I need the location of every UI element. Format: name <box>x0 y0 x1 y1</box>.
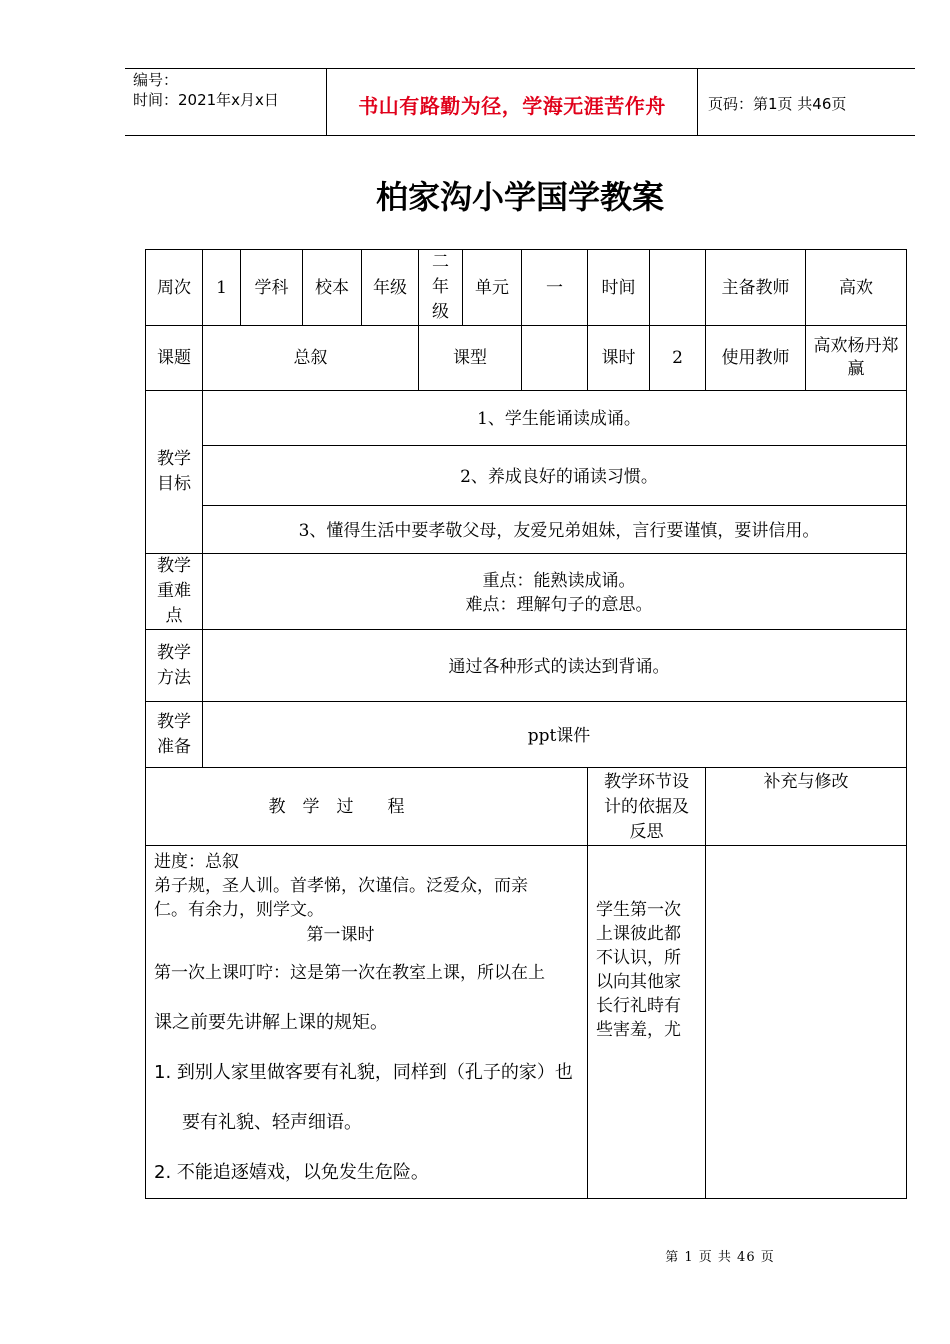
goals-label <box>146 391 203 554</box>
lead-teacher-value: 高欢 <box>806 250 907 326</box>
prep-value: ppt课件 <box>203 702 907 768</box>
header-motto: 书山有路勤为径，学海无涯苦作舟 <box>358 94 666 118</box>
goal-item-2: 2、养成良好的诵读习惯。 <box>203 446 907 506</box>
grade-value-text: 二年级 <box>432 252 449 322</box>
lesson-heading: 第一课时 <box>306 925 375 945</box>
type-label: 课型 <box>419 326 522 391</box>
header-page-info: 页码：第1页 共46页 <box>708 95 847 113</box>
reflection-line: 些害羞，尤 <box>596 1020 681 1040</box>
unit-label: 单元 <box>463 250 522 326</box>
time-value <box>650 250 706 326</box>
process-content <box>146 846 588 1199</box>
unit-value: 一 <box>522 250 588 326</box>
time-label: 时间 <box>588 250 650 326</box>
process-text-2: 仁。有余力，则学文。 <box>154 900 324 920</box>
prep-label-text: 教学准备 <box>157 711 191 757</box>
supplement-header: 补充与修改 <box>706 768 907 846</box>
grade-value <box>419 250 463 326</box>
header-left-block <box>133 70 279 110</box>
method-value: 通过各种形式的读达到背诵。 <box>203 630 907 702</box>
header-top-rule <box>125 68 915 69</box>
method-label <box>146 630 203 702</box>
lesson-plan-table <box>145 249 907 1199</box>
method-label-text: 教学方法 <box>157 642 191 688</box>
goal-item-3: 3、懂得生活中要孝敬父母，友爱兄弟姐妹，言行要谨慎，要讲信用。 <box>203 506 907 554</box>
reflection-line: 以向其他家 <box>596 972 681 992</box>
process-para-1: 第一次上课叮咛：这是第一次在教室上课，所以在上 <box>154 963 545 983</box>
row-difficulty <box>146 554 907 630</box>
week-value: 1 <box>203 250 241 326</box>
user-teacher-value <box>806 326 907 391</box>
process-item-1a: 1. 到别人家里做客要有礼貌，同样到（孔子的家）也 <box>154 1062 573 1083</box>
page-footer: 第 1 页 共 46 页 <box>665 1250 775 1265</box>
reflection-line: 学生第一次 <box>596 900 681 920</box>
row-prep <box>146 702 907 768</box>
hours-label: 课时 <box>588 326 650 391</box>
grade-label: 年级 <box>362 250 419 326</box>
header-code: 编号： <box>133 71 179 89</box>
goals-label-text: 教学目标 <box>157 449 191 494</box>
process-para-2: 课之前要先讲解上课的规矩。 <box>154 1012 388 1033</box>
hard-point: 难点：理解句子的意思。 <box>465 594 653 615</box>
header-time: 时间：2021年x月x日 <box>133 91 279 109</box>
page-title: 柏家沟小学国学教案 <box>375 178 664 216</box>
process-progress: 进度：总叙 <box>154 852 239 872</box>
user-teacher-label: 使用教师 <box>706 326 806 391</box>
type-value <box>522 326 588 391</box>
row-goal-1 <box>146 391 907 446</box>
prep-label <box>146 702 203 768</box>
difficulty-label-text: 教学重难点 <box>157 556 191 626</box>
basis-header <box>588 768 706 846</box>
row-process-content <box>146 846 907 1199</box>
goal-item-1: 1、学生能诵读成诵。 <box>203 391 907 446</box>
process-item-1b: 要有礼貌、轻声细语。 <box>182 1112 362 1133</box>
week-label: 周次 <box>146 250 203 326</box>
process-header: 教 学 过 程 <box>146 768 588 846</box>
row-method <box>146 630 907 702</box>
reflection-content <box>588 846 706 1199</box>
row-topic <box>146 326 907 391</box>
process-item-2: 2. 不能追逐嬉戏，以免发生危险。 <box>154 1162 429 1183</box>
subject-value: 校本 <box>303 250 362 326</box>
difficulty-content <box>203 554 907 630</box>
key-point: 重点：能熟读成诵。 <box>482 570 636 591</box>
header-bottom-rule <box>125 135 915 136</box>
row-process-header <box>146 768 907 846</box>
user-teacher-names: 高欢杨丹郑赢 <box>813 336 899 379</box>
reflection-line: 不认识，所 <box>596 948 681 968</box>
topic-value: 总叙 <box>203 326 419 391</box>
reflection-line: 长行礼時有 <box>596 996 681 1016</box>
lead-teacher-label: 主备教师 <box>706 250 806 326</box>
hours-value: 2 <box>650 326 706 391</box>
row-goal-2 <box>146 446 907 506</box>
subject-label: 学科 <box>241 250 303 326</box>
reflection-line: 上课彼此都 <box>596 924 681 944</box>
header-divider-right <box>697 68 698 136</box>
process-text-1: 弟子规，圣人训。首孝悌，次谨信。泛爱众，而亲 <box>154 876 528 896</box>
topic-label: 课题 <box>146 326 203 391</box>
row-goal-3 <box>146 506 907 554</box>
basis-header-text: 教学环节设计的依据及反思 <box>604 772 689 842</box>
row-basic-info <box>146 250 907 326</box>
supplement-content <box>706 846 907 1199</box>
difficulty-label <box>146 554 203 630</box>
